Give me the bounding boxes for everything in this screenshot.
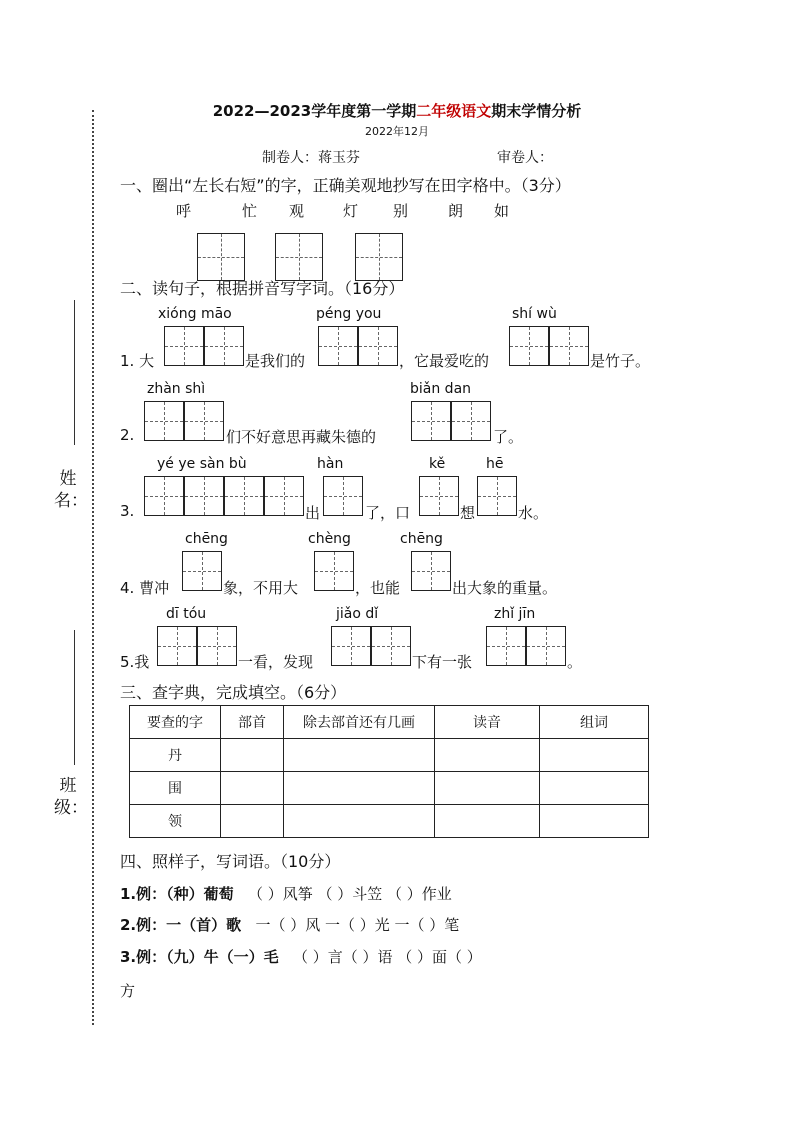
grid-box[interactable] bbox=[144, 401, 184, 441]
grid-box[interactable] bbox=[451, 401, 491, 441]
pinyin: chèng bbox=[308, 531, 351, 547]
pinyin: jiǎo dǐ bbox=[336, 606, 379, 622]
pinyin: dī tóu bbox=[166, 606, 207, 622]
grid-box[interactable] bbox=[549, 326, 589, 366]
char-item: 忙 bbox=[242, 202, 258, 220]
answer-cell[interactable] bbox=[284, 805, 435, 838]
pinyin: shí wù bbox=[512, 306, 557, 322]
sentence-text: 水。 bbox=[518, 504, 549, 522]
table-row bbox=[130, 805, 649, 838]
char-item: 如 bbox=[494, 202, 510, 220]
grid-box[interactable] bbox=[509, 326, 549, 366]
table-header-cell: 读音 bbox=[435, 706, 540, 739]
title-prefix: 2022—2023学年度第一学期 bbox=[212, 102, 417, 120]
writing-grid-box[interactable] bbox=[197, 233, 245, 281]
answer-cell[interactable] bbox=[284, 739, 435, 772]
sentence-text: ，也能 bbox=[355, 579, 401, 597]
name-underline bbox=[74, 300, 75, 445]
sentence-text: 。 bbox=[567, 653, 583, 671]
sentence-text: 象，不用大 bbox=[223, 579, 299, 597]
answer-cell[interactable] bbox=[284, 772, 435, 805]
grid-box[interactable] bbox=[182, 551, 222, 591]
sentence-text: 是竹子。 bbox=[590, 352, 651, 370]
answer-cell[interactable] bbox=[435, 772, 540, 805]
answer-cell[interactable] bbox=[435, 805, 540, 838]
grid-box[interactable] bbox=[184, 476, 224, 516]
sentence-text: 出大象的重量。 bbox=[452, 579, 558, 597]
example-text: 3.例：（九）牛（一）毛 bbox=[120, 948, 279, 966]
grid-box[interactable] bbox=[197, 626, 237, 666]
answer-cell[interactable] bbox=[221, 739, 284, 772]
query-char: 丹 bbox=[130, 739, 221, 772]
example-line-1 bbox=[120, 883, 452, 904]
title-suffix: 期末学情分析 bbox=[491, 102, 582, 120]
grid-box[interactable] bbox=[358, 326, 398, 366]
table-header-row bbox=[130, 706, 649, 739]
section1-title: 一、圈出“左长右短”的字，正确美观地抄写在田字格中。（3分） bbox=[120, 176, 571, 195]
sentence-text: 一看，发现 bbox=[238, 653, 314, 671]
class-label: 班级： bbox=[54, 776, 88, 818]
sentence-text: 想 bbox=[460, 504, 476, 522]
grid-box[interactable] bbox=[314, 551, 354, 591]
char-item: 朗 bbox=[448, 202, 464, 220]
grid-box[interactable] bbox=[224, 476, 264, 516]
section4-title: 四、照样子，写词语。（10分） bbox=[120, 852, 341, 871]
binding-dotted-line bbox=[92, 110, 94, 1025]
date-line: 2022年12月 bbox=[365, 125, 429, 138]
example-line-3 bbox=[120, 946, 482, 967]
grid-box[interactable] bbox=[526, 626, 566, 666]
writing-grid-box[interactable] bbox=[275, 233, 323, 281]
sentence-text: 1. 大 bbox=[120, 352, 155, 370]
sentence-text: 们不好意思再藏朱德的 bbox=[226, 428, 377, 446]
grid-box[interactable] bbox=[144, 476, 184, 516]
pinyin: chēng bbox=[400, 531, 443, 547]
name-label: 姓名： bbox=[54, 469, 88, 511]
answer-cell[interactable] bbox=[435, 739, 540, 772]
sentence-text: 2. bbox=[120, 426, 135, 444]
pinyin: kě bbox=[429, 456, 446, 472]
pinyin: xióng māo bbox=[158, 306, 232, 322]
sentence-text: 下有一张 bbox=[412, 653, 473, 671]
pinyin: yé ye sàn bù bbox=[157, 456, 247, 472]
table-row bbox=[130, 772, 649, 805]
page-title bbox=[0, 100, 794, 121]
pinyin: zhàn shì bbox=[147, 381, 206, 397]
maker-line: 制卷人：蒋玉芬 bbox=[262, 150, 360, 166]
sentence-text: 了。 bbox=[493, 428, 524, 446]
sentence-text: ，它最爱吃的 bbox=[399, 352, 490, 370]
exercise-text: 一（ ）风 一（ ）光 一（ ）笔 bbox=[255, 916, 460, 934]
answer-cell[interactable] bbox=[221, 772, 284, 805]
dictionary-table bbox=[129, 705, 649, 838]
answer-cell[interactable] bbox=[540, 772, 649, 805]
grid-box[interactable] bbox=[477, 476, 517, 516]
pinyin: zhǐ jīn bbox=[494, 606, 536, 622]
section3-title: 三、查字典，完成填空。（6分） bbox=[120, 683, 347, 702]
sentence-text: 了，口 bbox=[365, 504, 411, 522]
query-char: 围 bbox=[130, 772, 221, 805]
char-item: 别 bbox=[393, 202, 409, 220]
char-item: 呼 bbox=[176, 202, 192, 220]
class-underline bbox=[74, 630, 75, 765]
table-header-cell: 部首 bbox=[221, 706, 284, 739]
grid-box[interactable] bbox=[318, 326, 358, 366]
sentence-text: 5.我 bbox=[120, 653, 150, 671]
grid-box[interactable] bbox=[184, 401, 224, 441]
grid-box[interactable] bbox=[264, 476, 304, 516]
char-item: 观 bbox=[289, 202, 305, 220]
exercise-text: （ ）言（ ）语 （ ）面（ ） bbox=[292, 948, 482, 966]
reviewer-line: 审卷人： bbox=[497, 150, 553, 166]
sentence-text: 出 bbox=[305, 504, 321, 522]
pinyin: péng you bbox=[316, 306, 382, 322]
writing-grid-box[interactable] bbox=[355, 233, 403, 281]
title-grade: 二年级语文 bbox=[416, 102, 492, 120]
table-row bbox=[130, 739, 649, 772]
answer-cell[interactable] bbox=[221, 805, 284, 838]
grid-box[interactable] bbox=[204, 326, 244, 366]
example-line-2 bbox=[120, 914, 459, 935]
grid-box[interactable] bbox=[331, 626, 371, 666]
grid-box[interactable] bbox=[411, 401, 451, 441]
grid-box[interactable] bbox=[323, 476, 363, 516]
sentence-text: 是我们的 bbox=[245, 352, 306, 370]
pinyin: chēng bbox=[185, 531, 228, 547]
table-header-cell: 除去部首还有几画 bbox=[284, 706, 435, 739]
pinyin: hē bbox=[486, 456, 504, 472]
answer-cell[interactable] bbox=[540, 739, 649, 772]
char-item: 灯 bbox=[343, 202, 359, 220]
exercise-text: （ ）风筝 （ ）斗笠 （ ）作业 bbox=[247, 885, 452, 903]
sentence-text: 4. 曹冲 bbox=[120, 579, 170, 597]
exercise-wrap: 方 bbox=[120, 982, 136, 1000]
query-char: 领 bbox=[130, 805, 221, 838]
grid-box[interactable] bbox=[157, 626, 197, 666]
example-text: 2.例：一（首）歌 bbox=[120, 916, 242, 934]
pinyin: biǎn dan bbox=[410, 381, 472, 397]
grid-box[interactable] bbox=[371, 626, 411, 666]
grid-box[interactable] bbox=[419, 476, 459, 516]
grid-box[interactable] bbox=[411, 551, 451, 591]
grid-box[interactable] bbox=[486, 626, 526, 666]
table-header-cell: 要查的字 bbox=[130, 706, 221, 739]
example-text: 1.例：（种）葡萄 bbox=[120, 885, 234, 903]
pinyin: hàn bbox=[317, 456, 344, 472]
section2-title: 二、读句子，根据拼音写字词。（16分） bbox=[120, 279, 405, 298]
grid-box[interactable] bbox=[164, 326, 204, 366]
table-header-cell: 组词 bbox=[540, 706, 649, 739]
sentence-text: 3. bbox=[120, 502, 135, 520]
answer-cell[interactable] bbox=[540, 805, 649, 838]
